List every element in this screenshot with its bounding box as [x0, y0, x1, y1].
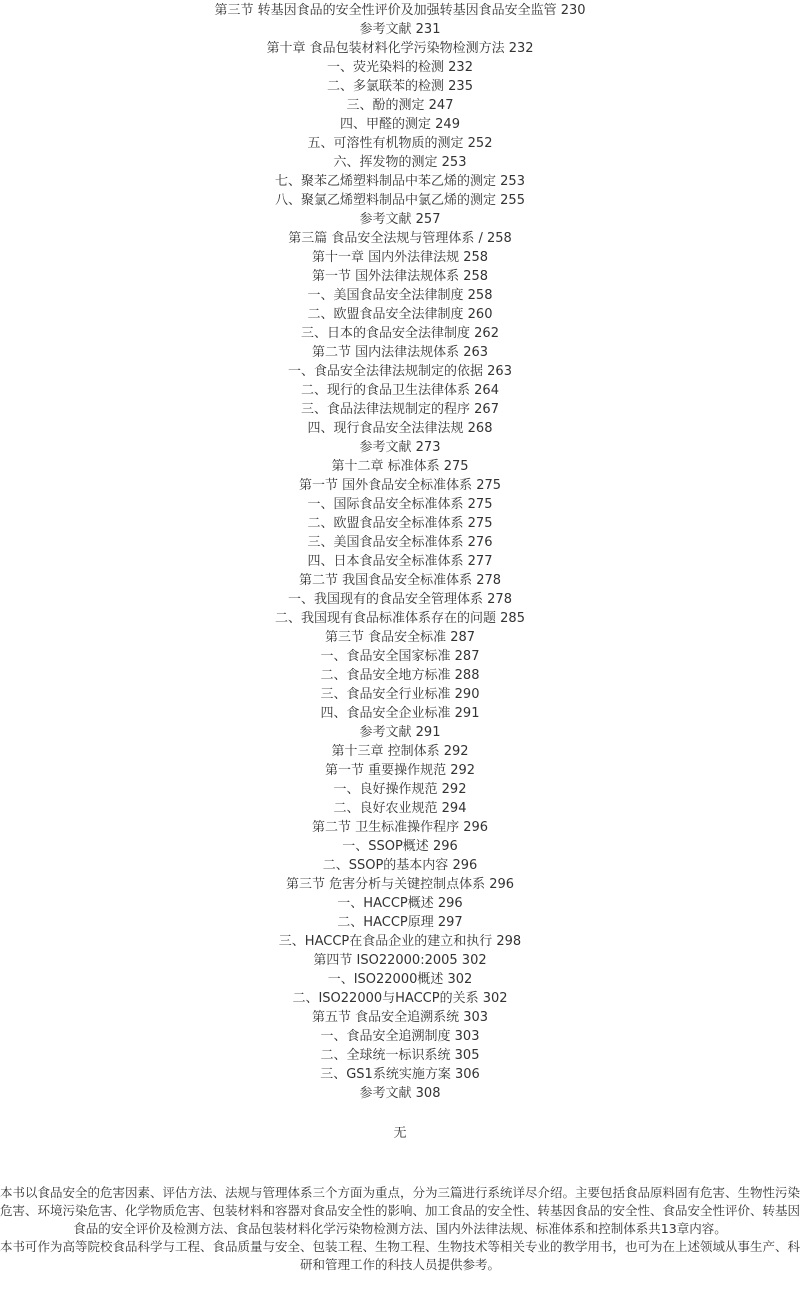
- toc-entry: 七、聚苯乙烯塑料制品中苯乙烯的测定 253: [275, 174, 525, 189]
- toc-entry: 第二节 国内法律法规体系 263: [311, 345, 489, 360]
- toc-entry: 第二节 卫生标准操作程序 296: [311, 820, 489, 835]
- toc-entry: 一、我国现有的食品安全管理体系 278: [288, 592, 512, 607]
- toc-entry: 参考文献 231: [359, 22, 441, 37]
- toc-entry: 一、食品安全国家标准 287: [320, 649, 480, 664]
- toc-entry: 参考文献 257: [359, 212, 441, 227]
- toc-entry: 第二节 我国食品安全标准体系 278: [298, 573, 502, 588]
- toc-entry: 六、挥发物的测定 253: [333, 155, 467, 170]
- toc-entry: 三、食品法律法规制定的程序 267: [301, 402, 499, 417]
- toc-entry: 二、良好农业规范 294: [333, 801, 467, 816]
- toc-entry: 三、美国食品安全标准体系 276: [307, 535, 493, 550]
- toc-entry: 三、GS1系统实施方案 306: [320, 1067, 480, 1082]
- toc-entry: 第四节 ISO22000:2005 302: [313, 953, 487, 968]
- toc-entry: 四、现行食品安全法律法规 268: [307, 421, 493, 436]
- toc-entry: 第十二章 标准体系 275: [331, 459, 469, 474]
- toc-entry: 八、聚氯乙烯塑料制品中氯乙烯的测定 255: [275, 193, 525, 208]
- intro-paragraph: 本书可作为高等院校食品科学与工程、食品质量与安全、包装工程、生物工程、生物技术等相关专业的教学用书，也可为在上述领域从事生产、科研和管理工作的科技人员提供参考。: [0, 1239, 800, 1272]
- toc-entry: 一、荧光染料的检测 232: [327, 60, 473, 75]
- table-of-contents: [0, 1, 800, 1103]
- toc-entry: 二、现行的食品卫生法律体系 264: [301, 383, 499, 398]
- toc-entry: 五、可溶性有机物质的测定 252: [307, 136, 493, 151]
- toc-entry: 四、甲醛的测定 249: [340, 117, 460, 132]
- toc-entry: 一、国际食品安全标准体系 275: [307, 497, 493, 512]
- book-introduction: [0, 1184, 800, 1274]
- toc-entry: 二、欧盟食品安全标准体系 275: [307, 516, 493, 531]
- none-text: 无: [393, 1126, 407, 1141]
- toc-entry: 二、全球统一标识系统 305: [320, 1048, 480, 1063]
- toc-entry: 一、良好操作规范 292: [333, 782, 467, 797]
- toc-entry: 第一节 国外食品安全标准体系 275: [298, 478, 502, 493]
- toc-entry: 第五节 食品安全追溯系统 303: [311, 1010, 489, 1025]
- toc-entry: 三、酚的测定 247: [346, 98, 454, 113]
- toc-entry: 三、食品安全行业标准 290: [320, 687, 480, 702]
- toc-entry: 一、ISO22000概述 302: [327, 972, 473, 987]
- toc-entry: 第十三章 控制体系 292: [331, 744, 469, 759]
- toc-entry: 二、食品安全地方标准 288: [320, 668, 480, 683]
- intro-paragraph: 本书以食品安全的危害因素、评估方法、法规与管理体系三个方面为重点，分为三篇进行系统详尽介绍。主要包括食品原料固有危害、生物性污染危害、环境污染危害、化学物质危害、包装材料和容器对食品安全性的影响、加工食品的安全性、转基因食品的安全性、食品安全性评价、转基因食品的安全评价及检测方法、食品包装材料化学污染物检测方法、国内外法律法规、标准体系和控制体系共13章内容。: [0, 1185, 800, 1236]
- toc-entry: 第三篇 食品安全法规与管理体系 / 258: [288, 231, 512, 246]
- toc-entry: 二、我国现有食品标准体系存在的问题 285: [275, 611, 525, 626]
- toc-entry: 第十章 食品包装材料化学污染物检测方法 232: [266, 41, 534, 56]
- toc-entry: 第三节 转基因食品的安全性评价及加强转基因食品安全监管 230: [214, 3, 586, 18]
- toc-entry: 参考文献 291: [359, 725, 441, 740]
- toc-entry: 三、日本的食品安全法律制度 262: [301, 326, 499, 341]
- toc-entry: 第一节 国外法律法规体系 258: [311, 269, 489, 284]
- toc-entry: 一、SSOP概述 296: [342, 839, 458, 854]
- toc-entry: 二、ISO22000与HACCP的关系 302: [292, 991, 508, 1006]
- toc-entry: 二、欧盟食品安全法律制度 260: [307, 307, 493, 322]
- toc-entry: 一、食品安全法律法规制定的依据 263: [288, 364, 512, 379]
- toc-entry: 参考文献 308: [359, 1086, 441, 1101]
- toc-entry: 第三节 危害分析与关键控制点体系 296: [285, 877, 515, 892]
- toc-entry: 一、美国食品安全法律制度 258: [307, 288, 493, 303]
- toc-entry: 四、日本食品安全标准体系 277: [307, 554, 493, 569]
- toc-entry: 第三节 食品安全标准 287: [324, 630, 476, 645]
- toc-entry: 二、多氯联苯的检测 235: [327, 79, 473, 94]
- toc-entry: 一、HACCP概述 296: [337, 896, 463, 911]
- toc-entry: 参考文献 273: [359, 440, 441, 455]
- toc-entry: 二、SSOP的基本内容 296: [322, 858, 478, 873]
- toc-entry: 二、HACCP原理 297: [337, 915, 463, 930]
- toc-entry: 三、HACCP在食品企业的建立和执行 298: [278, 934, 522, 949]
- toc-entry: 第一节 重要操作规范 292: [324, 763, 476, 778]
- toc-entry: 第十一章 国内外法律法规 258: [311, 250, 489, 265]
- toc-entry: 一、食品安全追溯制度 303: [320, 1029, 480, 1044]
- toc-entry: 四、食品安全企业标准 291: [320, 706, 480, 721]
